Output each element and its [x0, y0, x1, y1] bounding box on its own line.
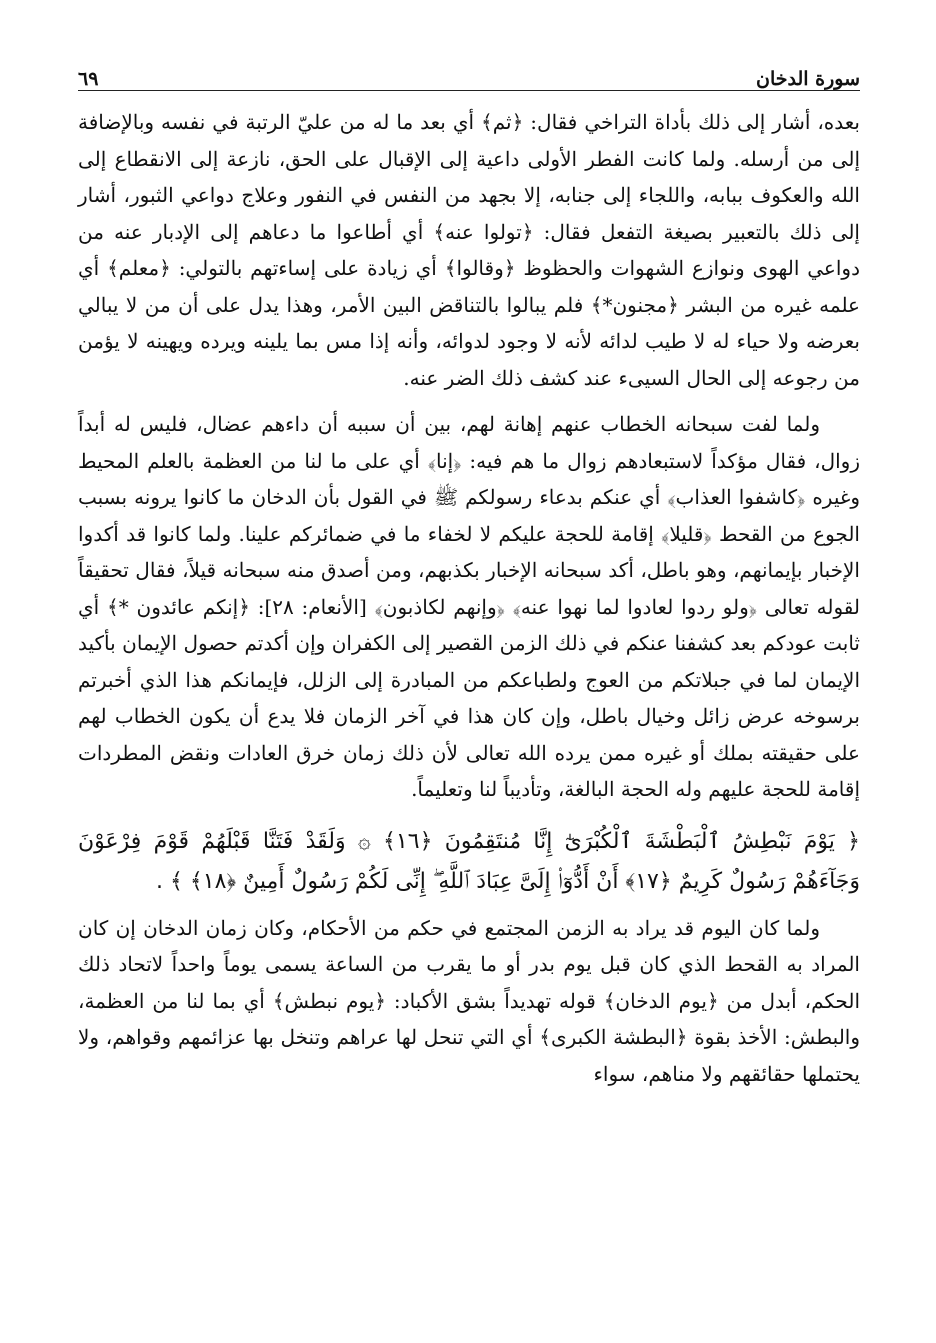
- paragraph-2: ولما لفت سبحانه الخطاب عنهم إهانة لهم، بين أن سببه أن داءهم عضال، فليس له أبداً زوال، فقال مؤكداً لاستبعادهم زوال ما هم فيه: ﴿إنا﴾ أي على ما لنا من العظمة بالعلم المحيط وغيره ﴿كاشفوا العذاب﴾ أي عنكم بدعاء رسولكم ﷺ في القول بأن الدخان ما كانوا يرونه بسبب الجوع من القحط ﴿قليلا﴾ إقامة للحجة عليكم لا لخفاء ما في ضمائركم علينا. ولما كانوا قد أكدوا الإخبار بإيمانهم، وهو باطل، أكد سبحانه الإخبار بكذبهم، ومن أصدق منه سبحانه قيلاً، فقال تحقيقاً لقوله تعالى ﴿ولو ردوا لعادوا لما نهوا عنه﴾ ﴿وإنهم لكاذبون﴾ [الأنعام: ٢٨]: ﴿إنكم عائدون *﴾ أي ثابت عودكم بعد كشفنا عنكم في ذلك الزمن القصير إلى الكفران وإن أكدتم حصول الإيمان بأكيد الإيمان لما في جبلاتكم من العوج ولطباعكم من المبادرة إلى الزلل، فإيمانكم هذا الذي أخبرتم برسوخه عرض زائل وخيال باطل، وإن كان هذا في آخر الزمان فلا يدع أن يكون الخطاب لهم على حقيقته بملك أو غيره ممن يرده الله تعالى لأن ذلك زمان خرق العادات ونقض المطردات إقامة للحجة عليهم وله الحجة البالغة، وتأديباً لنا وتعليماً.: [78, 412, 860, 801]
- paragraph-1: بعده، أشار إلى ذلك بأداة التراخي فقال: ﴿ثم﴾ أي بعد ما له من عليّ الرتبة في نفسه وبالإضافة إلى من أرسله. ولما كانت الفطر الأولى داعية إلى الإقبال على الحق، نازعة إلى الانقطاع إلى الله والعكوف ببابه، واللجاء إلى جنابه، إلا بجهد من النفس في النفور وعلاج دواعي الثبور، أشار إلى ذلك بالتعبير بصيغة التفعل فقال: ﴿تولوا عنه﴾ أي أطاعوا ما دعاهم إلى الإدبار عنه من دواعي الهوى ونوازع الشهوات والحظوظ ﴿وقالوا﴾ أي زيادة على إساءتهم بالتولي: ﴿معلم﴾ أي علمه غيره من البشر ﴿مجنون*﴾ فلم يبالوا بالتناقض البين الأمر، وهذا يدل على أن من لا يبالي بعرضه ولا حياء له لا طيب لدائه لأنه لا وجود لدوائه، وأنه إذا مس بما يلينه ويرده ويهينه لا يؤمن من رجوعه إلى الحال السيىء عند كشف ذلك الضر عنه.: [78, 110, 860, 390]
- paragraph-3: ولما كان اليوم قد يراد به الزمن المجتمع في حكم من الأحكام، وكان زمان الدخان إن كان المراد به القحط الذي كان قبل يوم بدر أو ما يقرب من الساعة يسمى يوماً واحداً لاتحاد ذلك الحكم، أبدل من ﴿يوم الدخان﴾ قوله تهديداً بشق الأكباد: ﴿يوم نبطش﴾ أي بما لنا من العظمة، والبطش: الأخذ بقوة ﴿البطشة الكبرى﴾ أي التي تنحل لها عراهم وتنخل بها عزائمهم وقواهم، ولا يحتملها حقائقهم ولا مناهم، سواء: [78, 915, 860, 1086]
- surah-title: سورة الدخان: [755, 68, 860, 90]
- page-body: [78, 104, 860, 1092]
- header-divider: [78, 90, 860, 91]
- quran-verse: ﴿ يَوْمَ نَبْطِشُ ٱلْبَطْشَةَ ٱلْكُبْرَىٰٓ إِنَّا مُنتَقِمُونَ ﴿١٦﴾ ۞ وَلَقَدْ فَتَنَّا قَبْلَهُمْ قَوْمَ فِرْعَوْنَ وَجَآءَهُمْ رَسُولٌ كَرِيمٌ ﴿١٧﴾ أَنْ أَدُّوٓا۟ إِلَىَّ عِبَادَ ٱللَّهِ ۖ إِنِّى لَكُمْ رَسُولٌ أَمِينٌ ﴿١٨﴾ ﴾ .: [78, 828, 860, 894]
- page-number: ٦٩: [78, 68, 99, 90]
- page-header: [78, 56, 860, 90]
